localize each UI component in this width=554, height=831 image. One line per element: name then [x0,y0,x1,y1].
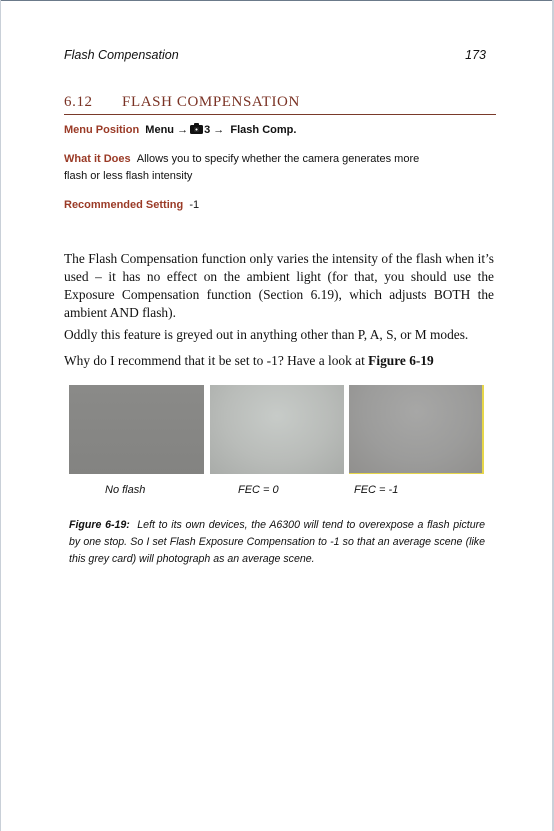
body-paragraph-3 [64,352,494,370]
figure-caption-text: Left to its own devices, the A6300 will tend to overexpose a flash picture by one stop. So I set Flash Exposure Compensation to -1 so that an average scene (like this grey card) will photograph as an average scene. [69,519,486,565]
figure-reference: Figure 6-19 [368,353,434,368]
photo-fec-0 [210,385,344,474]
photo-fec-minus-1 [349,385,484,474]
photo-caption-no-flash: No flash [105,484,146,496]
menu-item-name: Flash Comp. [230,124,297,136]
body-paragraph-3-text: Why do I recommend that it be set to -1? Have a look at [64,353,369,368]
arrow-icon: → [177,124,189,136]
body-paragraph-1: The Flash Compensation function only varies the intensity of the flash when it’s used – it has no effect on the ambient light (for that, you should use the Exposure Compensation function (Section 6.19), which adjusts BOTH the ambient AND flash). [64,251,494,320]
recommended-setting-value: -1 [189,199,200,211]
menu-position-row [64,122,484,139]
camera-icon [190,125,203,134]
what-it-does-text-line-2: flash or less flash intensity [64,170,193,182]
menu-tab-number: 3 [204,124,211,136]
figure-caption-label: Figure 6-19: [69,519,130,531]
what-it-does-text-line-1: Allows you to specify whether the camera generates more [136,153,420,165]
what-it-does-label: What it Does [64,153,131,165]
recommended-setting-row [64,197,484,214]
menu-position-label: Menu Position [64,124,140,136]
running-header [64,48,486,66]
running-header-title: Flash Compensation [64,48,179,62]
photo-no-flash [69,385,204,474]
photo-caption-fec-minus-1: FEC = -1 [354,484,399,496]
section-heading [64,94,496,115]
page-left-border [0,0,1,831]
arrow-icon: → [213,124,225,136]
figure-caption [69,517,485,568]
what-it-does-row [64,151,484,185]
page-number: 173 [465,48,486,62]
photo-caption-fec-0: FEC = 0 [238,484,279,496]
menu-text: Menu [145,124,175,136]
section-title: FLASH COMPENSATION [122,94,300,110]
page-top-border [0,0,554,1]
body-paragraph-2: Oddly this feature is greyed out in anything other than P, A, S, or M modes. [64,327,469,342]
section-number: 6.12 [64,94,93,110]
recommended-setting-label: Recommended Setting [64,199,184,211]
